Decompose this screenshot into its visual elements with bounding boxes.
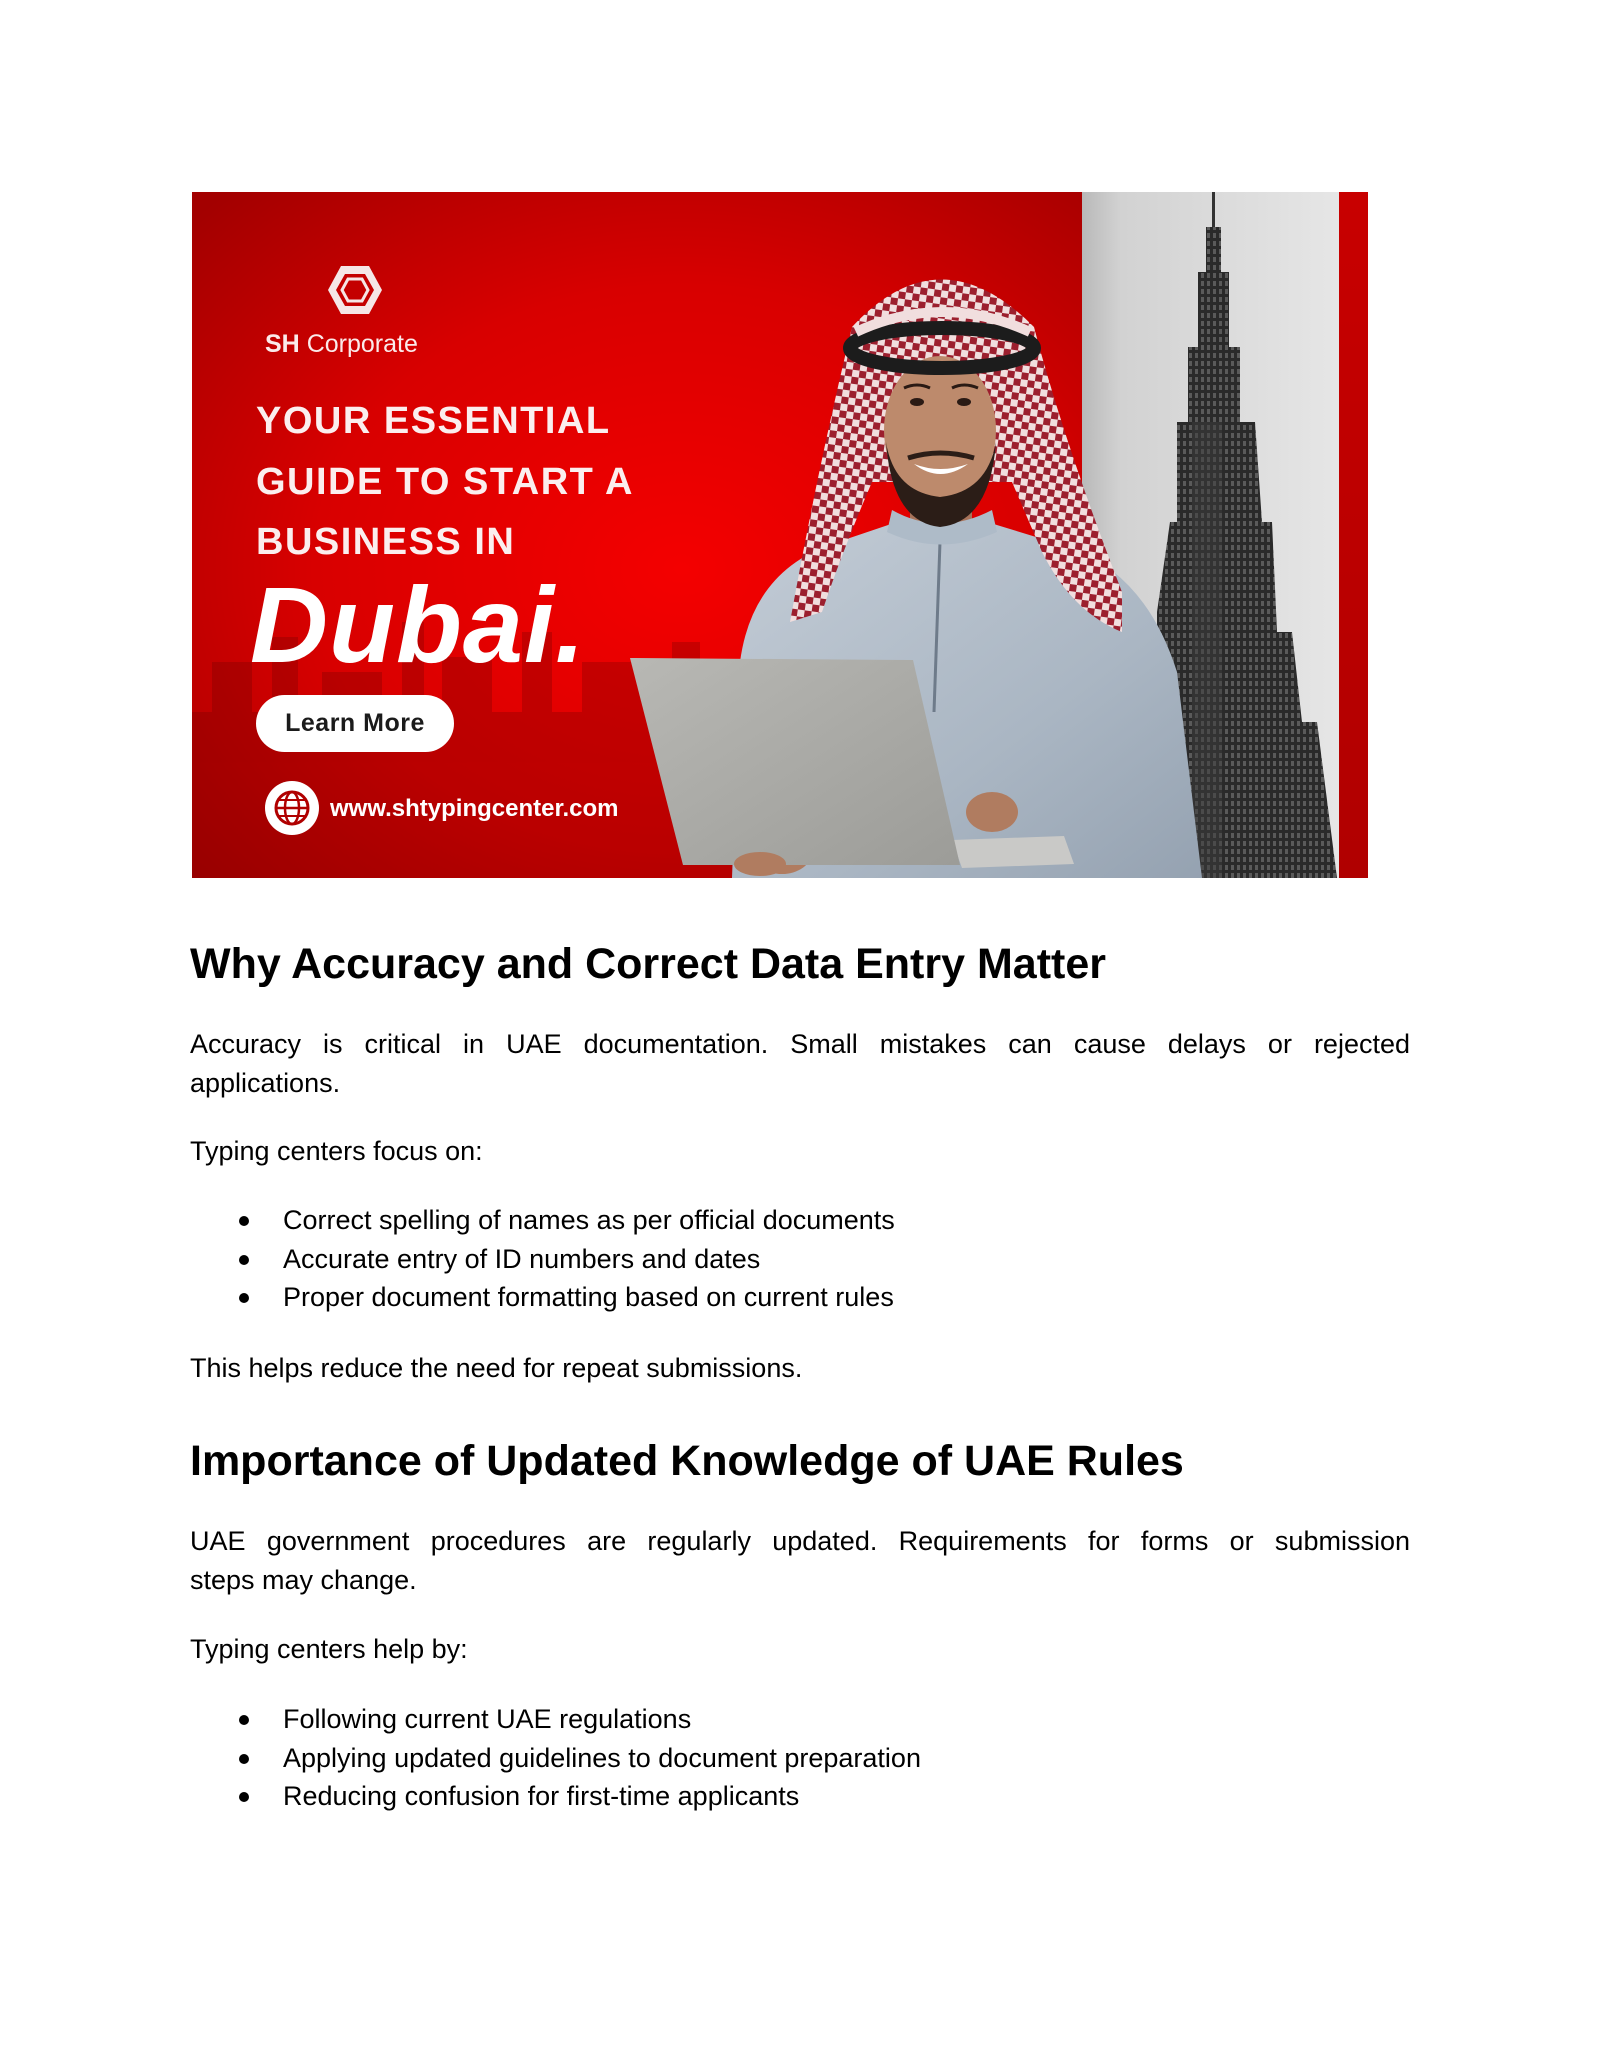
- list-item: [190, 1201, 1410, 1240]
- headline-line: BUSINESS IN: [256, 521, 516, 563]
- paragraph-line: applications.: [190, 1067, 341, 1098]
- list-item: [190, 1739, 1410, 1778]
- list-item: [190, 1700, 1410, 1739]
- headline-city: Dubai.: [250, 564, 587, 685]
- section-paragraph: [190, 1025, 1410, 1102]
- headline-line: GUIDE TO START A: [256, 460, 634, 503]
- laptop-base: [952, 836, 1074, 868]
- list-intro: Typing centers help by:: [190, 1634, 468, 1664]
- bullet-icon: [239, 1216, 249, 1226]
- laptop-lid: [630, 658, 960, 865]
- learn-more-button[interactable]: Learn More: [256, 695, 454, 752]
- paragraph-line: steps may change.: [190, 1564, 417, 1595]
- bullet-icon: [239, 1792, 249, 1802]
- list-intro: Typing centers focus on:: [190, 1136, 483, 1166]
- section-paragraph: [190, 1522, 1410, 1599]
- list-item-text: Reducing confusion for first-time applicants: [283, 1781, 800, 1811]
- brand-name-bold: SH: [265, 330, 300, 358]
- list-item-text: Following current UAE regulations: [283, 1704, 692, 1734]
- section-heading: Importance of Updated Knowledge of UAE Rules: [190, 1437, 1184, 1485]
- list-item-text: Correct spelling of names as per official documents: [283, 1205, 895, 1235]
- list-item-text: Proper document formatting based on current rules: [283, 1282, 894, 1312]
- brand-name: [265, 332, 418, 357]
- paragraph-line: UAE government procedures are regularly updated. Requirements for forms or submission: [190, 1526, 1410, 1556]
- list-item: [190, 1278, 1410, 1317]
- hexagon-logo-icon: [327, 264, 383, 316]
- bullet-icon: [239, 1255, 249, 1265]
- list-item-text: Accurate entry of ID numbers and dates: [283, 1243, 761, 1274]
- bullet-icon: [239, 1715, 249, 1725]
- closing-paragraph: This helps reduce the need for repeat submissions.: [190, 1353, 803, 1383]
- bullet-list: [190, 1201, 1410, 1317]
- list-item-text: Applying updated guidelines to document preparation: [283, 1742, 921, 1773]
- bullet-icon: [239, 1754, 249, 1764]
- section-heading: Why Accuracy and Correct Data Entry Matter: [190, 940, 1106, 988]
- website-link[interactable]: www.shtypingcenter.com: [330, 795, 619, 822]
- brand-name-rest: Corporate: [306, 330, 418, 358]
- headline-line: YOUR ESSENTIAL: [256, 400, 611, 442]
- bullet-icon: [239, 1293, 249, 1303]
- paragraph-line: Accuracy is critical in UAE documentation. Small mistakes can cause delays or rejected: [190, 1029, 1410, 1059]
- banner-headline: [256, 391, 634, 573]
- promo-banner: [192, 192, 1368, 878]
- red-strip: [1339, 192, 1368, 878]
- bullet-list: [190, 1700, 1410, 1816]
- list-item: [190, 1777, 1410, 1816]
- list-item: [190, 1240, 1410, 1279]
- globe-icon: [265, 781, 319, 835]
